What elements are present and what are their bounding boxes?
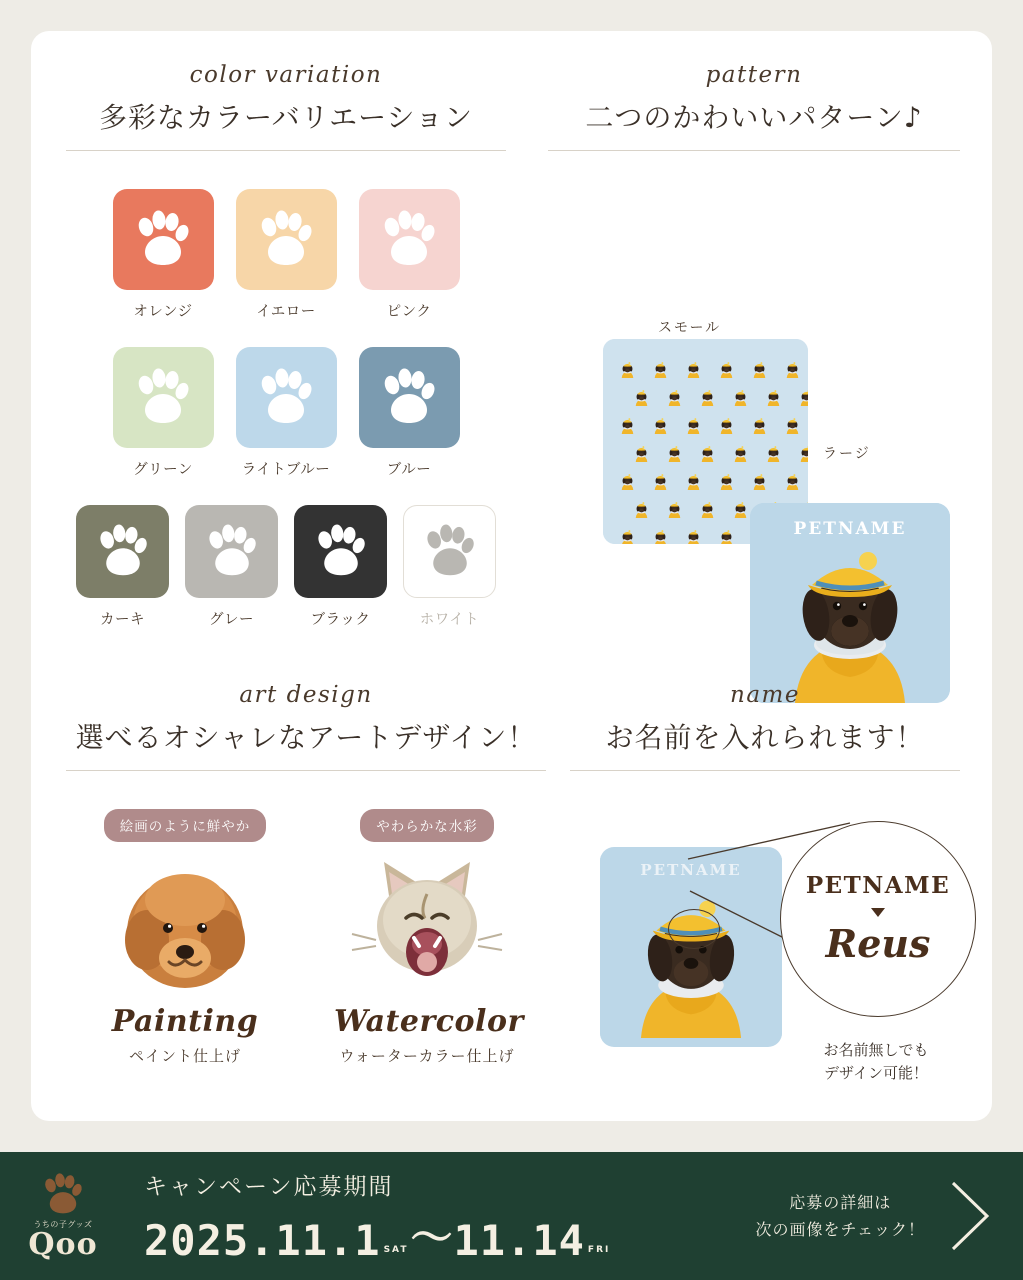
cta-line-1: 応募の詳細は <box>789 1192 892 1212</box>
campaign-banner <box>0 1152 1023 1280</box>
color-chip[interactable] <box>359 347 460 448</box>
color-swatch-white[interactable] <box>403 505 496 629</box>
section-title-en: name <box>730 682 800 708</box>
paw-icon <box>257 210 315 270</box>
pattern-tile-large[interactable] <box>750 503 950 703</box>
art-pill-label: やわらかな水彩 <box>360 809 494 842</box>
color-swatch-gray[interactable] <box>185 505 278 629</box>
color-label: イエロー <box>256 304 316 320</box>
callout-petname-label: PETNAME <box>805 872 951 899</box>
color-label: ライトブルー <box>241 462 331 478</box>
paw-icon <box>257 368 315 428</box>
name-preview-stage <box>570 791 960 1091</box>
date-tilde: 〜 <box>410 1212 454 1262</box>
date-start: 2025.11.1 <box>144 1215 381 1265</box>
cta-text <box>755 1189 925 1243</box>
cat-illustration <box>334 854 520 1004</box>
section-title-en: color variation <box>189 62 383 88</box>
color-swatch-orange[interactable] <box>113 189 214 321</box>
section-title-jp: お名前を入れられます！ <box>605 721 925 754</box>
art-options-row <box>66 809 546 1066</box>
art-option-painting[interactable] <box>92 809 278 1066</box>
paw-icon <box>380 368 438 428</box>
paw-icon <box>205 524 259 580</box>
callout-custom-name: Reus <box>825 921 931 966</box>
paw-icon <box>134 368 192 428</box>
color-swatch-khaki[interactable] <box>76 505 169 629</box>
art-option-title: Painting <box>111 1004 259 1039</box>
pattern-tile-petname: PETNAME <box>793 519 907 539</box>
color-label: ピンク <box>386 304 432 320</box>
down-arrow-icon <box>871 908 885 917</box>
color-chip[interactable] <box>403 505 496 598</box>
dow-start: SAT <box>383 1244 409 1255</box>
note-line-1: お名前無しでも <box>823 1041 929 1059</box>
section-color-variation <box>66 62 506 629</box>
pattern-caption-large: ラージ <box>823 446 871 462</box>
art-option-subtitle: ペイント仕上げ <box>128 1047 241 1065</box>
color-chip[interactable] <box>294 505 387 598</box>
divider <box>66 770 546 771</box>
section-title-jp: 二つのかわいいパターン♪ <box>585 101 923 134</box>
chevron-right-icon[interactable] <box>945 1177 997 1255</box>
color-swatch-blue[interactable] <box>359 347 460 479</box>
color-swatch-green[interactable] <box>113 347 214 479</box>
art-pill-label: 絵画のように鮮やか <box>104 809 267 842</box>
section-title-en: art design <box>239 682 373 708</box>
campaign-period <box>126 1168 693 1265</box>
poodle-illustration <box>92 854 278 1004</box>
campaign-label: キャンペーン応募期間 <box>144 1173 394 1200</box>
color-label: ブラック <box>310 612 371 628</box>
tile-petname-text: PETNAME <box>640 861 742 879</box>
name-optional-note <box>786 1039 966 1086</box>
color-chip[interactable] <box>236 189 337 290</box>
paw-icon <box>423 524 477 580</box>
paw-icon <box>314 524 368 580</box>
swatch-row <box>66 347 506 479</box>
campaign-date-range <box>144 1205 693 1265</box>
color-label: グリーン <box>133 462 193 478</box>
color-label: カーキ <box>100 612 145 628</box>
paw-icon <box>96 524 150 580</box>
section-name <box>570 682 960 1091</box>
section-title-jp: 選べるオシャレなアートデザイン！ <box>75 721 537 754</box>
date-end: 11.14 <box>453 1215 585 1265</box>
color-swatch-pink[interactable] <box>359 189 460 321</box>
divider <box>570 770 960 771</box>
pattern-preview-stage <box>548 171 960 611</box>
art-option-watercolor[interactable] <box>334 809 524 1066</box>
art-option-subtitle: ウォーターカラー仕上げ <box>339 1047 515 1065</box>
dow-end: FRI <box>587 1244 611 1255</box>
brand-name: Qoo <box>28 1226 98 1262</box>
art-thumbnail-cat <box>334 854 520 1004</box>
campaign-cta[interactable] <box>693 1177 1023 1255</box>
color-label: ホワイト <box>419 612 480 628</box>
section-art-design <box>66 682 546 1066</box>
name-callout-bubble <box>780 821 976 1017</box>
cta-line-2: 次の画像をチェック！ <box>755 1220 925 1239</box>
color-chip[interactable] <box>185 505 278 598</box>
color-swatch-grid <box>66 189 506 629</box>
color-chip[interactable] <box>76 505 169 598</box>
color-chip[interactable] <box>359 189 460 290</box>
brand-tagline: うちの子グッズ <box>33 1219 93 1229</box>
color-chip[interactable] <box>236 347 337 448</box>
art-thumbnail-poodle <box>92 854 278 1004</box>
divider <box>66 150 506 151</box>
name-preview-tile[interactable] <box>600 847 782 1047</box>
paw-icon <box>134 210 192 270</box>
section-title-jp: 多彩なカラーバリエーション <box>99 101 473 134</box>
color-label: オレンジ <box>133 304 193 320</box>
pattern-caption-small: スモール <box>658 320 722 336</box>
color-label: グレー <box>209 612 254 628</box>
note-line-2: デザイン可能！ <box>824 1064 928 1083</box>
color-chip[interactable] <box>113 347 214 448</box>
color-swatch-lightblue[interactable] <box>236 347 337 479</box>
color-chip[interactable] <box>113 189 214 290</box>
color-label: ブルー <box>386 462 432 478</box>
section-pattern <box>548 62 960 611</box>
divider <box>548 150 960 151</box>
section-title-en: pattern <box>705 62 803 88</box>
paw-logo-icon <box>37 1173 89 1217</box>
paw-icon <box>380 210 438 270</box>
swatch-row <box>66 505 506 629</box>
color-swatch-yellow[interactable] <box>236 189 337 321</box>
zoom-highlight-circle <box>668 909 720 949</box>
art-option-title: Watercolor <box>334 1004 524 1039</box>
swatch-row <box>66 189 506 321</box>
brand-logo[interactable] <box>0 1152 126 1280</box>
color-swatch-black[interactable] <box>294 505 387 629</box>
